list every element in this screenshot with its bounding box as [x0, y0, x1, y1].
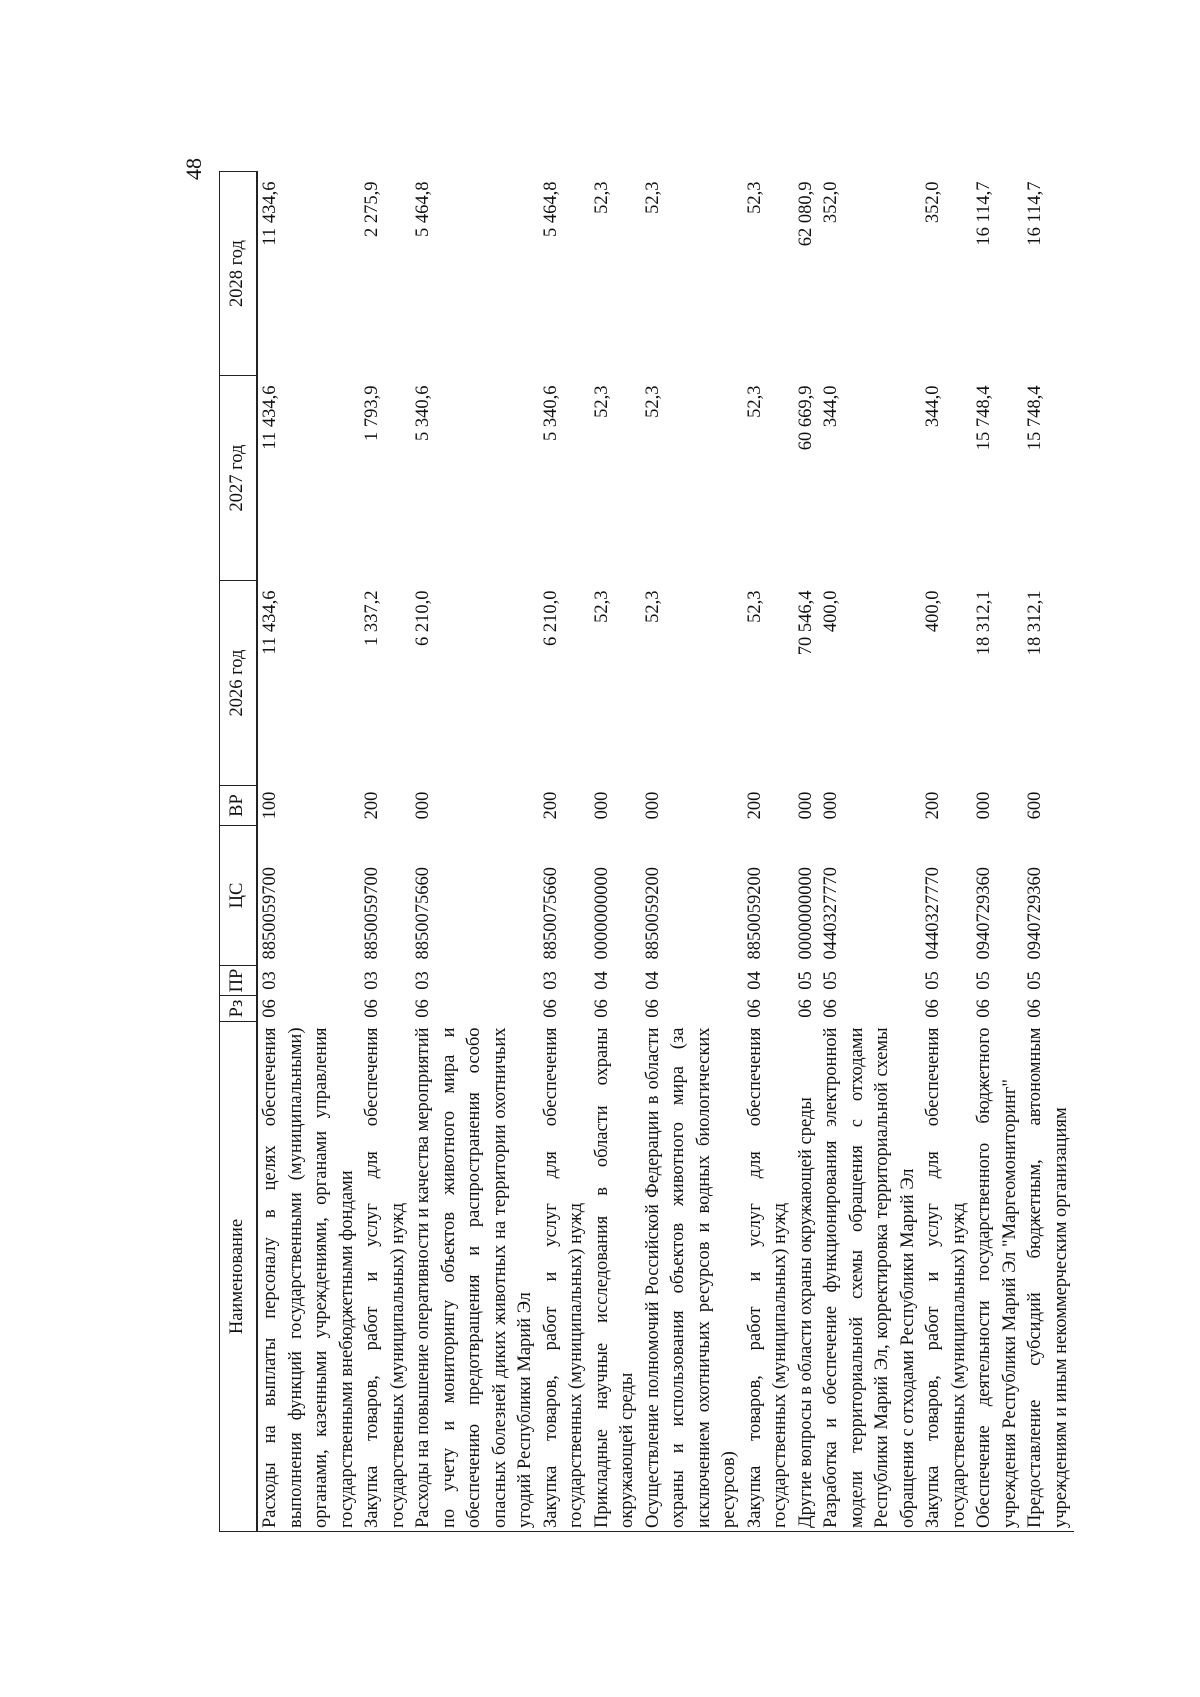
cell-2027: 344,0: [821, 385, 841, 428]
cell-2028: 352,0: [821, 181, 841, 224]
rotated-page: [171, 158, 1071, 1532]
table-row: [257, 172, 360, 1532]
cell-2028: 16 114,7: [1025, 181, 1045, 246]
cell-pr: 04: [642, 971, 663, 990]
table-header: [220, 172, 258, 1532]
cell-vr: 000: [795, 791, 816, 820]
cell-vr: 100: [260, 791, 280, 820]
cell-vr: 200: [540, 791, 561, 820]
cell-2028: 52,3: [744, 181, 765, 214]
cell-name: Закупка товаров, работ и услуг для обеспечения государственных (муниципальных) нужд: [362, 1027, 408, 1528]
cell-vr: 200: [744, 791, 765, 820]
cell-cs: 0440327770: [923, 867, 943, 960]
cell-cs: 8850059700: [260, 867, 280, 960]
cell-2026: 52,3: [642, 590, 663, 623]
cell-cs: 8850059200: [744, 867, 765, 960]
table-row: [819, 172, 921, 1532]
cell-pr: 05: [974, 971, 994, 990]
cell-name: Разработка и обеспечение функционирования электронной модели территориальной схемы обращения с отходами Республики Марий Эл, корректировка территориальной схемы обращения с отходами Республики Марий Эл: [821, 1027, 918, 1528]
cell-rz: 06: [642, 999, 663, 1018]
cell-rz: 06: [795, 999, 816, 1018]
cell-2027: 11 434,6: [260, 385, 280, 450]
cell-cs: 8850059200: [642, 867, 663, 960]
cell-2027: 60 669,9: [795, 385, 816, 451]
header-rz: Рз: [220, 996, 258, 1022]
table-row: [539, 172, 590, 1532]
header-pr: ПР: [220, 966, 258, 996]
cell-name: Другие вопросы в области охраны окружающей среды: [795, 1097, 816, 1528]
cell-name: Закупка товаров, работ и услуг для обеспечения государственных (муниципальных) нужд: [744, 1027, 790, 1528]
cell-cs: 0440327770: [821, 867, 841, 960]
cell-2028: 5 464,8: [540, 181, 561, 237]
table-row: [794, 172, 820, 1532]
cell-2026: 52,3: [744, 590, 765, 623]
cell-rz: 06: [260, 999, 280, 1018]
cell-2026: 70 546,4: [795, 590, 816, 656]
cell-2026: 400,0: [923, 590, 943, 633]
cell-2027: 15 748,4: [1025, 385, 1045, 451]
cell-name: Закупка товаров, работ и услуг для обеспечения государственных (муниципальных) нужд: [923, 1027, 969, 1528]
cell-name: Осуществление полномочий Российской Федерации в области охраны и использования объектов животного мира (за исключением охотничьих ресурсов и водных биологических ресурсов): [642, 1027, 739, 1528]
cell-pr: 04: [744, 971, 765, 990]
cell-2027: 52,3: [744, 385, 765, 418]
cell-pr: 05: [923, 971, 943, 990]
cell-cs: 8850059700: [362, 867, 382, 960]
table-body: [257, 172, 1074, 1532]
cell-vr: 600: [1025, 791, 1045, 820]
cell-rz: 06: [1025, 999, 1045, 1018]
cell-name: Расходы на выплаты персоналу в целях обеспечения выполнения функций государственными (муниципальными) органами, казенными учреждениями, органами управления государственными внебюджетными фондами: [260, 1027, 357, 1528]
cell-cs: 0000000000: [591, 867, 612, 960]
cell-2027: 1 793,9: [362, 385, 382, 441]
table-row: [921, 172, 972, 1532]
cell-cs: 0000000000: [795, 867, 816, 960]
cell-pr: 05: [821, 971, 841, 990]
cell-name: Расходы на повышение оперативности и качества мероприятий по учету и мониторингу объектов животного мира и обеспечению предотвращения и распространения особо опасных болезней диких животных на территории охотничьих угодий Республики Марий Эл: [413, 1027, 535, 1528]
cell-2028: 52,3: [591, 181, 612, 214]
cell-2026: 6 210,0: [540, 590, 561, 646]
cell-rz: 06: [591, 999, 612, 1018]
page-number: 48: [181, 158, 206, 180]
table-row: [972, 172, 1023, 1532]
cell-2028: 16 114,7: [974, 181, 994, 246]
cell-pr: 04: [591, 971, 612, 990]
header-2027: 2027 год: [220, 376, 258, 581]
cell-2026: 1 337,2: [362, 590, 382, 646]
cell-vr: 000: [642, 791, 663, 820]
table-row: [641, 172, 743, 1532]
cell-cs: 0940729360: [974, 867, 994, 960]
cell-name: Предоставление субсидий бюджетным, автономным учреждениям и иным некоммерческим организациям: [1025, 1027, 1071, 1528]
cell-pr: 03: [260, 971, 280, 990]
cell-2026: 400,0: [821, 590, 841, 633]
cell-vr: 000: [413, 791, 433, 820]
cell-2028: 5 464,8: [413, 181, 433, 237]
header-vr: ВР: [220, 786, 258, 826]
cell-2027: 5 340,6: [413, 385, 433, 441]
table-row: [411, 172, 539, 1532]
cell-vr: 000: [821, 791, 841, 820]
cell-pr: 03: [413, 971, 433, 990]
cell-name: Прикладные научные исследования в области охраны окружающей среды: [591, 1027, 637, 1528]
header-2028: 2028 год: [220, 172, 258, 376]
cell-2027: 15 748,4: [974, 385, 994, 451]
cell-2027: 5 340,6: [540, 385, 561, 441]
cell-2027: 52,3: [591, 385, 612, 418]
cell-pr: 03: [362, 971, 382, 990]
table-row: [1023, 172, 1074, 1532]
cell-2027: 52,3: [642, 385, 663, 418]
cell-pr: 05: [1025, 971, 1045, 990]
cell-2026: 11 434,6: [260, 590, 280, 655]
cell-vr: 000: [974, 791, 994, 820]
cell-2026: 18 312,1: [974, 590, 994, 656]
table-row: [360, 172, 411, 1532]
cell-2028: 2 275,9: [362, 181, 382, 237]
budget-table: [219, 171, 1074, 1532]
cell-rz: 06: [362, 999, 382, 1018]
cell-vr: 200: [362, 791, 382, 820]
cell-2026: 52,3: [591, 590, 612, 623]
cell-2026: 6 210,0: [413, 590, 433, 646]
header-cs: ЦС: [220, 826, 258, 966]
cell-cs: 8850075660: [413, 867, 433, 960]
cell-2027: 344,0: [923, 385, 943, 428]
cell-rz: 06: [744, 999, 765, 1018]
cell-pr: 03: [540, 971, 561, 990]
cell-2028: 352,0: [923, 181, 943, 224]
cell-cs: 8850075660: [540, 867, 561, 960]
cell-2028: 11 434,6: [260, 181, 280, 246]
cell-pr: 05: [795, 971, 816, 990]
cell-name: Закупка товаров, работ и услуг для обеспечения государственных (муниципальных) нужд: [540, 1027, 586, 1528]
cell-rz: 06: [923, 999, 943, 1018]
cell-2028: 52,3: [642, 181, 663, 214]
cell-name: Обеспечение деятельности государственного бюджетного учреждения Республики Марий Эл "Маргеомониторинг": [974, 1027, 1020, 1528]
cell-2028: 62 080,9: [795, 181, 816, 247]
cell-rz: 06: [540, 999, 561, 1018]
header-2026: 2026 год: [220, 581, 258, 786]
header-name: Наименование: [220, 1022, 258, 1532]
cell-cs: 0940729360: [1025, 867, 1045, 960]
cell-2026: 18 312,1: [1025, 590, 1045, 656]
cell-rz: 06: [974, 999, 994, 1018]
table-row: [743, 172, 794, 1532]
table-row: [590, 172, 641, 1532]
cell-rz: 06: [413, 999, 433, 1018]
cell-rz: 06: [821, 999, 841, 1018]
cell-vr: 000: [591, 791, 612, 820]
cell-vr: 200: [923, 791, 943, 820]
